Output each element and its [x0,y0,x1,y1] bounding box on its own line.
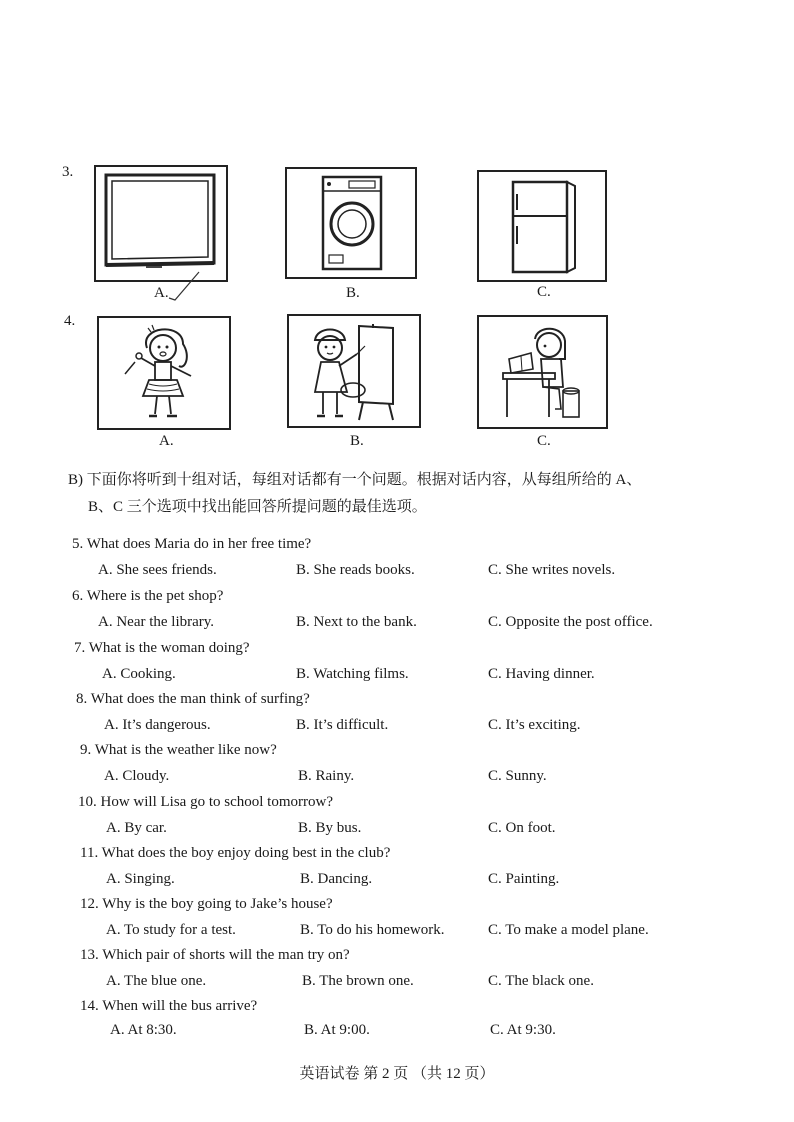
question-text: 10. How will Lisa go to school tomorrow? [78,794,333,810]
option-image-b[interactable] [285,167,417,279]
option-label-b: B. [346,285,360,301]
option-image-a[interactable] [97,316,231,430]
television-icon [96,167,226,280]
option-c[interactable]: C. She writes novels. [488,562,616,578]
question-text: 9. What is the weather like now? [80,742,277,758]
girl-painting-icon [289,316,419,426]
question-text: 8. What does the man think of surfing? [76,691,310,707]
option-b[interactable]: B. To do his homework. [300,922,445,938]
option-c[interactable]: C. It’s exciting. [488,717,581,733]
option-a[interactable]: A. Cooking. [102,666,176,682]
option-b[interactable]: B. By bus. [298,820,362,836]
question-text: 7. What is the woman doing? [74,640,250,656]
option-c[interactable]: C. Having dinner. [488,666,595,682]
option-label-a: A. [154,285,169,301]
option-b[interactable]: B. Dancing. [300,871,373,887]
option-c[interactable]: C. Opposite the post office. [488,614,653,630]
option-a[interactable]: A. Singing. [106,871,175,887]
option-a[interactable]: A. By car. [106,820,167,836]
option-c[interactable]: C. Sunny. [488,768,547,784]
question-text: 5. What does Maria do in her free time? [72,536,312,552]
question-number: 4. [64,313,76,329]
question-text: 11. What does the boy enjoy doing best in the club? [80,845,391,861]
washing-machine-icon [287,169,415,277]
section-b-instructions [68,467,668,521]
option-c[interactable]: C. To make a model plane. [488,922,649,938]
option-image-b[interactable] [287,314,421,428]
question-text: 13. Which pair of shorts will the man try on? [80,947,350,963]
option-label-a: A. [159,433,174,449]
girl-reading-icon [479,317,606,427]
page-footer: 英语试卷 第 2 页 （共 12 页） [299,1066,495,1082]
pencil-mark-icon [165,270,205,306]
option-b[interactable]: B. It’s difficult. [296,717,389,733]
option-image-a[interactable] [94,165,228,282]
option-c[interactable]: C. At 9:30. [490,1022,556,1038]
option-a[interactable]: A. At 8:30. [110,1022,177,1038]
instruction-line: B) 下面你将听到十组对话，每组对话都有一个问题。根据对话内容，从每组所给的 A、 [68,472,642,488]
girl-singing-icon [99,318,229,428]
option-label-b: B. [350,433,364,449]
option-b[interactable]: B. Watching films. [296,666,409,682]
option-b[interactable]: B. At 9:00. [304,1022,370,1038]
option-b[interactable]: B. She reads books. [296,562,415,578]
option-image-c[interactable] [477,170,607,282]
option-a[interactable]: A. She sees friends. [98,562,217,578]
option-label-c: C. [537,284,551,300]
option-image-c[interactable] [477,315,608,429]
option-b[interactable]: B. Next to the bank. [296,614,417,630]
option-a[interactable]: A. To study for a test. [106,922,236,938]
option-c[interactable]: C. The black one. [488,973,594,989]
option-c[interactable]: C. Painting. [488,871,560,887]
option-b[interactable]: B. Rainy. [298,768,355,784]
option-c[interactable]: C. On foot. [488,820,556,836]
refrigerator-icon [479,172,605,280]
option-b[interactable]: B. The brown one. [302,973,414,989]
option-a[interactable]: A. The blue one. [106,973,207,989]
option-label-c: C. [537,433,551,449]
question-text: 14. When will the bus arrive? [80,998,258,1014]
option-a[interactable]: A. Near the library. [98,614,215,630]
option-a[interactable]: A. It’s dangerous. [104,717,211,733]
question-text: 12. Why is the boy going to Jake’s house? [80,896,333,912]
question-number: 3. [62,164,74,180]
option-a[interactable]: A. Cloudy. [104,768,170,784]
instruction-line: B、C 三个选项中找出能回答所提问题的最佳选项。 [88,499,427,515]
question-text: 6. Where is the pet shop? [72,588,224,604]
